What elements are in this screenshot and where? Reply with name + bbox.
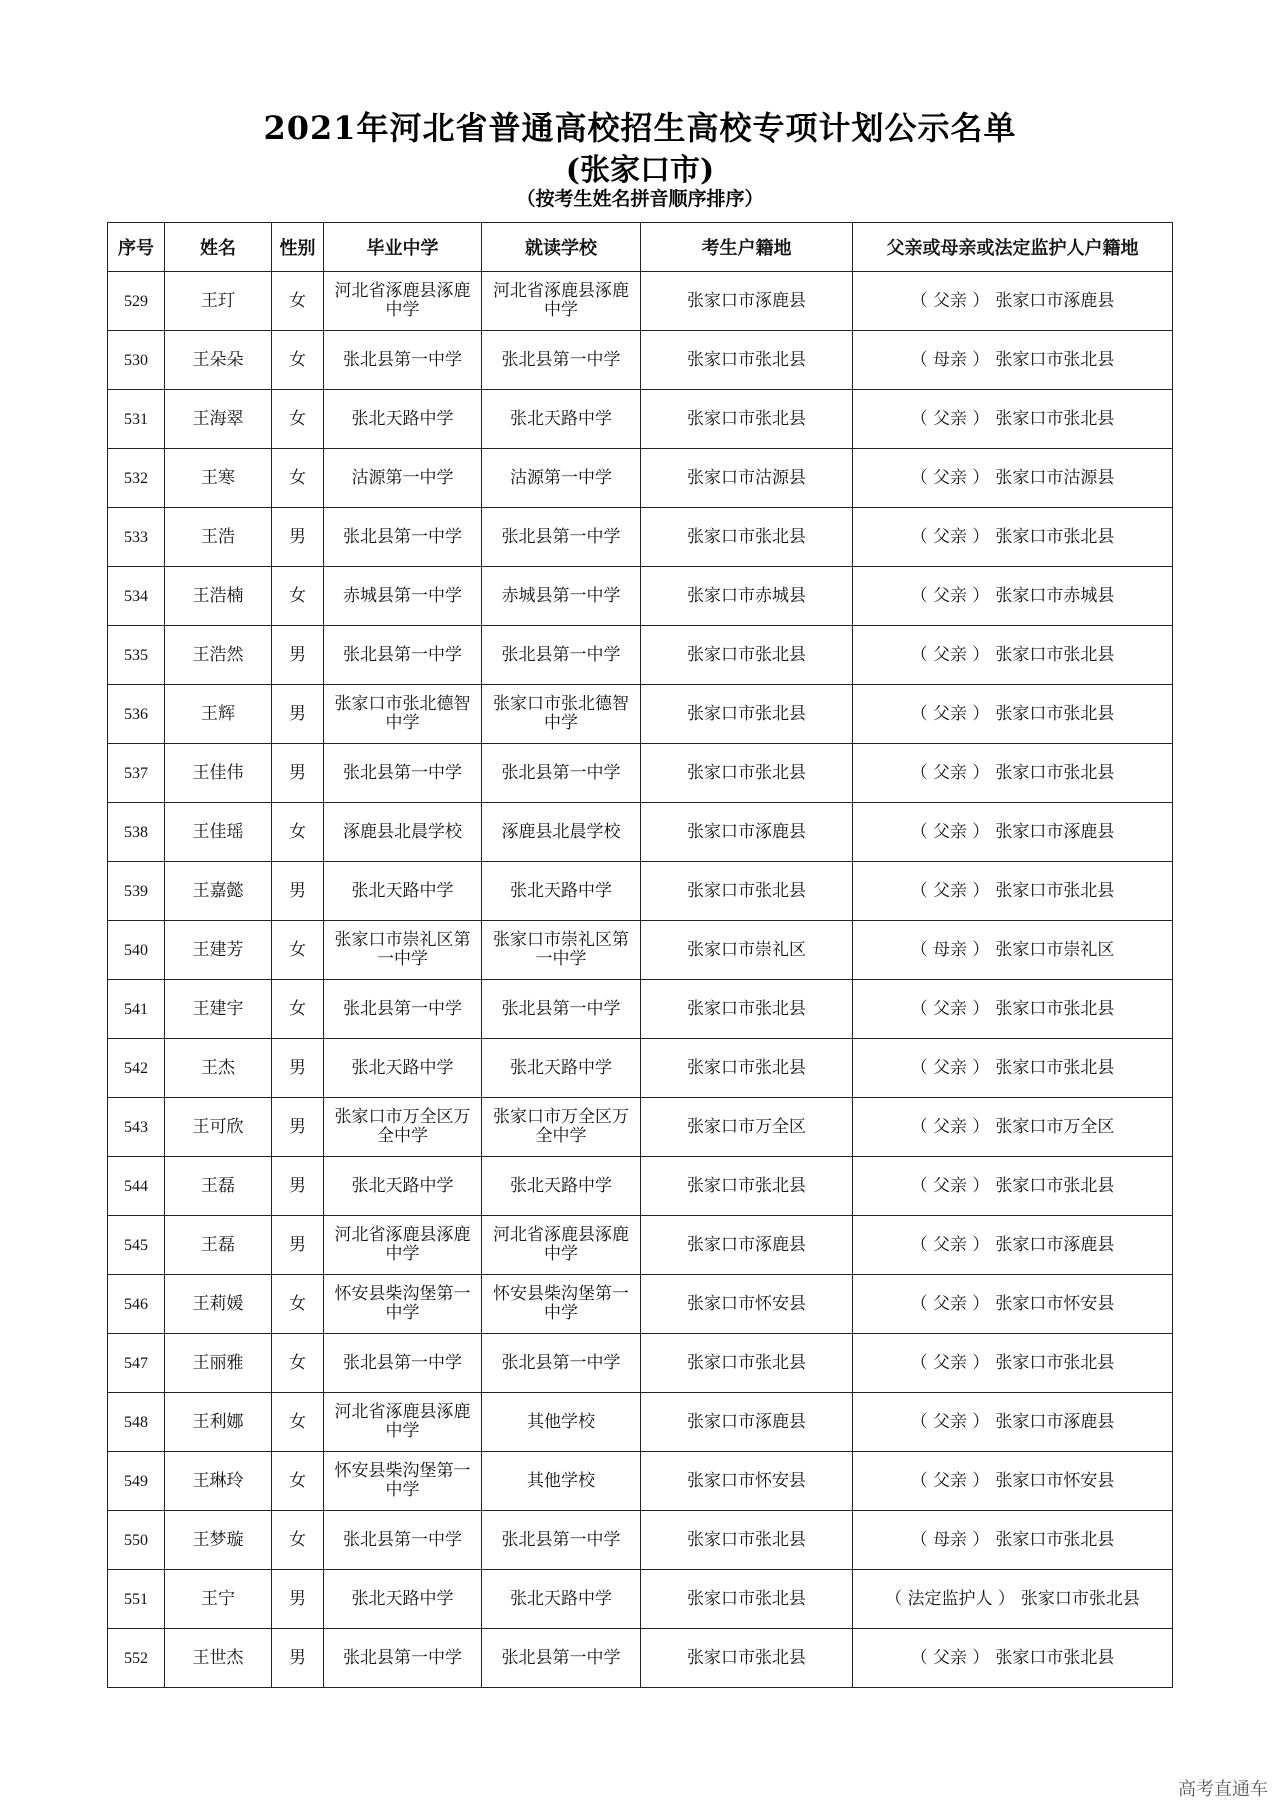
table-row <box>108 980 1173 1039</box>
guardian-relation: （ 父亲 ） <box>910 821 990 842</box>
cell-no: 537 <box>108 744 165 803</box>
table-row <box>108 626 1173 685</box>
cell-gender: 男 <box>272 1216 324 1275</box>
guardian-household-place: 张家口市张北县 <box>995 1057 1115 1078</box>
cell-grad-school: 张北县第一中学 <box>324 508 482 567</box>
cell-gender: 女 <box>272 272 324 331</box>
document-title: 2021年河北省普通高校招生高校专项计划公示名单 <box>263 109 1017 147</box>
cell-current-school: 沽源第一中学 <box>482 449 641 508</box>
cell-household: 张家口市涿鹿县 <box>641 272 853 331</box>
cell-grad-school: 张家口市张北德智中学 <box>324 685 482 744</box>
table-row <box>108 331 1173 390</box>
cell-guardian-household <box>853 1393 1173 1452</box>
cell-name: 王宁 <box>165 1570 272 1629</box>
table-row <box>108 744 1173 803</box>
cell-household: 张家口市涿鹿县 <box>641 1216 853 1275</box>
cell-household: 张家口市涿鹿县 <box>641 803 853 862</box>
cell-grad-school: 张家口市崇礼区第一中学 <box>324 921 482 980</box>
cell-gender: 男 <box>272 685 324 744</box>
cell-name: 王海翠 <box>165 390 272 449</box>
cell-household: 张家口市张北县 <box>641 508 853 567</box>
guardian-relation: （ 父亲 ） <box>910 467 990 488</box>
cell-gender: 女 <box>272 921 324 980</box>
cell-household: 张家口市张北县 <box>641 980 853 1039</box>
cell-household: 张家口市张北县 <box>641 1629 853 1688</box>
cell-gender: 女 <box>272 390 324 449</box>
cell-household: 张家口市怀安县 <box>641 1275 853 1334</box>
cell-gender: 女 <box>272 980 324 1039</box>
guardian-household-place: 张家口市张北县 <box>995 762 1115 783</box>
table-row <box>108 1452 1173 1511</box>
cell-name: 王嘉懿 <box>165 862 272 921</box>
header-household: 考生户籍地 <box>641 223 853 272</box>
cell-no: 549 <box>108 1452 165 1511</box>
cell-current-school: 张北县第一中学 <box>482 331 641 390</box>
guardian-relation: （ 父亲 ） <box>910 762 990 783</box>
cell-guardian-household <box>853 980 1173 1039</box>
cell-gender: 女 <box>272 331 324 390</box>
cell-grad-school: 张北县第一中学 <box>324 980 482 1039</box>
cell-guardian-household <box>853 1452 1173 1511</box>
cell-household: 张家口市怀安县 <box>641 1452 853 1511</box>
guardian-relation: （ 父亲 ） <box>910 290 990 311</box>
cell-grad-school: 张北县第一中学 <box>324 1629 482 1688</box>
cell-household: 张家口市张北县 <box>641 331 853 390</box>
cell-gender: 女 <box>272 1275 324 1334</box>
cell-current-school: 张北天路中学 <box>482 1157 641 1216</box>
cell-household: 张家口市张北县 <box>641 862 853 921</box>
cell-current-school: 张北天路中学 <box>482 1570 641 1629</box>
guardian-household-place: 张家口市张北县 <box>995 1529 1115 1550</box>
cell-household: 张家口市沽源县 <box>641 449 853 508</box>
roster-table-header <box>108 223 1173 272</box>
guardian-relation: （ 母亲 ） <box>910 939 990 960</box>
cell-grad-school: 张北县第一中学 <box>324 1511 482 1570</box>
cell-name: 王琳玲 <box>165 1452 272 1511</box>
cell-gender: 女 <box>272 1334 324 1393</box>
cell-guardian-household <box>853 449 1173 508</box>
cell-guardian-household <box>853 862 1173 921</box>
cell-current-school: 张北县第一中学 <box>482 1511 641 1570</box>
cell-name: 王世杰 <box>165 1629 272 1688</box>
guardian-relation: （ 父亲 ） <box>910 1470 990 1491</box>
cell-no: 535 <box>108 626 165 685</box>
cell-grad-school: 张家口市万全区万全中学 <box>324 1098 482 1157</box>
cell-guardian-household <box>853 331 1173 390</box>
cell-no: 533 <box>108 508 165 567</box>
guardian-household-place: 张家口市崇礼区 <box>995 939 1115 960</box>
table-row <box>108 567 1173 626</box>
cell-name: 王朵朵 <box>165 331 272 390</box>
guardian-relation: （ 父亲 ） <box>910 1057 990 1078</box>
guardian-relation: （ 父亲 ） <box>910 1293 990 1314</box>
watermark: 高考直通车 <box>1178 1779 1268 1800</box>
cell-current-school: 张家口市崇礼区第一中学 <box>482 921 641 980</box>
cell-gender: 男 <box>272 744 324 803</box>
cell-current-school: 河北省涿鹿县涿鹿中学 <box>482 1216 641 1275</box>
guardian-household-place: 张家口市张北县 <box>995 526 1115 547</box>
cell-current-school: 其他学校 <box>482 1452 641 1511</box>
cell-no: 531 <box>108 390 165 449</box>
cell-no: 552 <box>108 1629 165 1688</box>
cell-household: 张家口市张北县 <box>641 1157 853 1216</box>
guardian-household-place: 张家口市张北县 <box>995 644 1115 665</box>
cell-household: 张家口市张北县 <box>641 1039 853 1098</box>
cell-guardian-household <box>853 1216 1173 1275</box>
table-row <box>108 803 1173 862</box>
cell-gender: 女 <box>272 1393 324 1452</box>
header-grad-school: 毕业中学 <box>324 223 482 272</box>
cell-grad-school: 怀安县柴沟堡第一中学 <box>324 1452 482 1511</box>
cell-no: 539 <box>108 862 165 921</box>
cell-no: 544 <box>108 1157 165 1216</box>
cell-guardian-household <box>853 390 1173 449</box>
cell-guardian-household <box>853 1570 1173 1629</box>
cell-household: 张家口市张北县 <box>641 685 853 744</box>
cell-grad-school: 张北天路中学 <box>324 1157 482 1216</box>
cell-current-school: 赤城县第一中学 <box>482 567 641 626</box>
cell-name: 王辉 <box>165 685 272 744</box>
cell-no: 538 <box>108 803 165 862</box>
cell-current-school: 张北天路中学 <box>482 862 641 921</box>
cell-gender: 女 <box>272 803 324 862</box>
cell-grad-school: 涿鹿县北晨学校 <box>324 803 482 862</box>
cell-grad-school: 张北天路中学 <box>324 390 482 449</box>
cell-current-school: 其他学校 <box>482 1393 641 1452</box>
cell-name: 王建宇 <box>165 980 272 1039</box>
cell-gender: 男 <box>272 862 324 921</box>
cell-guardian-household <box>853 1511 1173 1570</box>
guardian-household-place: 张家口市张北县 <box>995 408 1115 429</box>
table-row <box>108 1511 1173 1570</box>
guardian-relation: （ 法定监护人 ） <box>885 1588 1015 1609</box>
guardian-relation: （ 母亲 ） <box>910 349 990 370</box>
guardian-household-place: 张家口市张北县 <box>995 1175 1115 1196</box>
guardian-household-place: 张家口市怀安县 <box>995 1293 1115 1314</box>
cell-no: 540 <box>108 921 165 980</box>
cell-name: 王佳伟 <box>165 744 272 803</box>
document-subtitle: (张家口市) <box>565 153 715 188</box>
header-row <box>108 223 1173 272</box>
cell-guardian-household <box>853 921 1173 980</box>
cell-no: 532 <box>108 449 165 508</box>
cell-no: 551 <box>108 1570 165 1629</box>
cell-name: 王玎 <box>165 272 272 331</box>
guardian-household-place: 张家口市万全区 <box>995 1116 1115 1137</box>
header-name: 姓名 <box>165 223 272 272</box>
table-row <box>108 1393 1173 1452</box>
cell-household: 张家口市万全区 <box>641 1098 853 1157</box>
guardian-household-place: 张家口市沽源县 <box>995 467 1115 488</box>
cell-grad-school: 张北天路中学 <box>324 1039 482 1098</box>
cell-name: 王佳瑶 <box>165 803 272 862</box>
cell-gender: 男 <box>272 1570 324 1629</box>
cell-name: 王莉媛 <box>165 1275 272 1334</box>
cell-grad-school: 张北天路中学 <box>324 862 482 921</box>
cell-guardian-household <box>853 1039 1173 1098</box>
cell-current-school: 张北县第一中学 <box>482 508 641 567</box>
cell-guardian-household <box>853 803 1173 862</box>
cell-household: 张家口市张北县 <box>641 1511 853 1570</box>
guardian-household-place: 张家口市张北县 <box>995 1647 1115 1668</box>
cell-current-school: 张北天路中学 <box>482 1039 641 1098</box>
table-row <box>108 921 1173 980</box>
cell-grad-school: 赤城县第一中学 <box>324 567 482 626</box>
cell-name: 王利娜 <box>165 1393 272 1452</box>
cell-current-school: 张家口市万全区万全中学 <box>482 1098 641 1157</box>
cell-household: 张家口市张北县 <box>641 1570 853 1629</box>
cell-no: 541 <box>108 980 165 1039</box>
cell-guardian-household <box>853 1098 1173 1157</box>
guardian-relation: （ 父亲 ） <box>910 1647 990 1668</box>
cell-grad-school: 怀安县柴沟堡第一中学 <box>324 1275 482 1334</box>
guardian-relation: （ 父亲 ） <box>910 585 990 606</box>
guardian-household-place: 张家口市涿鹿县 <box>995 821 1115 842</box>
cell-no: 530 <box>108 331 165 390</box>
cell-grad-school: 河北省涿鹿县涿鹿中学 <box>324 272 482 331</box>
cell-household: 张家口市赤城县 <box>641 567 853 626</box>
cell-gender: 男 <box>272 1157 324 1216</box>
table-row <box>108 1157 1173 1216</box>
guardian-relation: （ 父亲 ） <box>910 1175 990 1196</box>
guardian-household-place: 张家口市张北县 <box>995 1352 1115 1373</box>
guardian-relation: （ 父亲 ） <box>910 1116 990 1137</box>
guardian-household-place: 张家口市张北县 <box>995 349 1115 370</box>
sort-order-note: （按考生姓名拼音顺序排序） <box>516 188 764 210</box>
cell-household: 张家口市崇礼区 <box>641 921 853 980</box>
cell-gender: 女 <box>272 449 324 508</box>
cell-no: 536 <box>108 685 165 744</box>
cell-current-school: 河北省涿鹿县涿鹿中学 <box>482 272 641 331</box>
header-current-school: 就读学校 <box>482 223 641 272</box>
cell-current-school: 张北天路中学 <box>482 390 641 449</box>
guardian-relation: （ 母亲 ） <box>910 1529 990 1550</box>
cell-current-school: 张家口市张北德智中学 <box>482 685 641 744</box>
cell-no: 542 <box>108 1039 165 1098</box>
roster-table-body <box>108 272 1173 1688</box>
cell-grad-school: 河北省涿鹿县涿鹿中学 <box>324 1216 482 1275</box>
guardian-household-place: 张家口市怀安县 <box>995 1470 1115 1491</box>
table-row <box>108 1629 1173 1688</box>
cell-name: 王梦璇 <box>165 1511 272 1570</box>
header-no: 序号 <box>108 223 165 272</box>
table-row <box>108 1334 1173 1393</box>
cell-household: 张家口市张北县 <box>641 744 853 803</box>
cell-guardian-household <box>853 567 1173 626</box>
table-row <box>108 1570 1173 1629</box>
cell-guardian-household <box>853 626 1173 685</box>
cell-current-school: 张北县第一中学 <box>482 980 641 1039</box>
roster-table <box>107 222 1173 1688</box>
guardian-household-place: 张家口市张北县 <box>995 703 1115 724</box>
cell-no: 550 <box>108 1511 165 1570</box>
cell-gender: 男 <box>272 1098 324 1157</box>
cell-grad-school: 沽源第一中学 <box>324 449 482 508</box>
table-row <box>108 272 1173 331</box>
table-row <box>108 1275 1173 1334</box>
cell-gender: 男 <box>272 1039 324 1098</box>
header-guardian-household: 父亲或母亲或法定监护人户籍地 <box>853 223 1173 272</box>
cell-gender: 女 <box>272 1452 324 1511</box>
guardian-relation: （ 父亲 ） <box>910 998 990 1019</box>
guardian-relation: （ 父亲 ） <box>910 1352 990 1373</box>
cell-no: 546 <box>108 1275 165 1334</box>
cell-guardian-household <box>853 508 1173 567</box>
table-row <box>108 685 1173 744</box>
cell-guardian-household <box>853 1334 1173 1393</box>
header-gender: 性别 <box>272 223 324 272</box>
cell-current-school: 涿鹿县北晨学校 <box>482 803 641 862</box>
guardian-household-place: 张家口市涿鹿县 <box>995 1234 1115 1255</box>
cell-current-school: 怀安县柴沟堡第一中学 <box>482 1275 641 1334</box>
guardian-relation: （ 父亲 ） <box>910 703 990 724</box>
cell-gender: 女 <box>272 567 324 626</box>
table-row <box>108 508 1173 567</box>
guardian-relation: （ 父亲 ） <box>910 1411 990 1432</box>
guardian-household-place: 张家口市张北县 <box>995 998 1115 1019</box>
cell-no: 534 <box>108 567 165 626</box>
cell-current-school: 张北县第一中学 <box>482 626 641 685</box>
guardian-relation: （ 父亲 ） <box>910 526 990 547</box>
table-row <box>108 390 1173 449</box>
cell-gender: 男 <box>272 626 324 685</box>
cell-name: 王建芳 <box>165 921 272 980</box>
table-row <box>108 449 1173 508</box>
cell-guardian-household <box>853 744 1173 803</box>
guardian-relation: （ 父亲 ） <box>910 644 990 665</box>
table-row <box>108 1039 1173 1098</box>
cell-household: 张家口市张北县 <box>641 390 853 449</box>
cell-current-school: 张北县第一中学 <box>482 1629 641 1688</box>
cell-name: 王寒 <box>165 449 272 508</box>
guardian-household-place: 张家口市涿鹿县 <box>995 290 1115 311</box>
cell-grad-school: 张北县第一中学 <box>324 331 482 390</box>
table-row <box>108 1216 1173 1275</box>
cell-guardian-household <box>853 1275 1173 1334</box>
cell-grad-school: 张北县第一中学 <box>324 1334 482 1393</box>
guardian-household-place: 张家口市张北县 <box>1020 1588 1140 1609</box>
cell-name: 王可欣 <box>165 1098 272 1157</box>
cell-grad-school: 河北省涿鹿县涿鹿中学 <box>324 1393 482 1452</box>
cell-name: 王浩楠 <box>165 567 272 626</box>
cell-guardian-household <box>853 685 1173 744</box>
cell-no: 543 <box>108 1098 165 1157</box>
cell-name: 王磊 <box>165 1157 272 1216</box>
cell-household: 张家口市张北县 <box>641 626 853 685</box>
cell-guardian-household <box>853 1157 1173 1216</box>
cell-no: 547 <box>108 1334 165 1393</box>
cell-guardian-household <box>853 272 1173 331</box>
guardian-relation: （ 父亲 ） <box>910 880 990 901</box>
cell-grad-school: 张北县第一中学 <box>324 626 482 685</box>
cell-current-school: 张北县第一中学 <box>482 744 641 803</box>
cell-name: 王磊 <box>165 1216 272 1275</box>
cell-gender: 女 <box>272 1511 324 1570</box>
cell-gender: 男 <box>272 508 324 567</box>
cell-current-school: 张北县第一中学 <box>482 1334 641 1393</box>
cell-guardian-household <box>853 1629 1173 1688</box>
cell-gender: 男 <box>272 1629 324 1688</box>
guardian-household-place: 张家口市赤城县 <box>995 585 1115 606</box>
cell-grad-school: 张北天路中学 <box>324 1570 482 1629</box>
cell-household: 张家口市张北县 <box>641 1334 853 1393</box>
guardian-relation: （ 父亲 ） <box>910 408 990 429</box>
guardian-household-place: 张家口市张北县 <box>995 880 1115 901</box>
cell-name: 王浩 <box>165 508 272 567</box>
cell-household: 张家口市涿鹿县 <box>641 1393 853 1452</box>
cell-no: 548 <box>108 1393 165 1452</box>
cell-name: 王浩然 <box>165 626 272 685</box>
cell-name: 王杰 <box>165 1039 272 1098</box>
table-row <box>108 862 1173 921</box>
guardian-household-place: 张家口市涿鹿县 <box>995 1411 1115 1432</box>
table-row <box>108 1098 1173 1157</box>
guardian-relation: （ 父亲 ） <box>910 1234 990 1255</box>
cell-name: 王丽雅 <box>165 1334 272 1393</box>
cell-no: 545 <box>108 1216 165 1275</box>
cell-grad-school: 张北县第一中学 <box>324 744 482 803</box>
cell-no: 529 <box>108 272 165 331</box>
